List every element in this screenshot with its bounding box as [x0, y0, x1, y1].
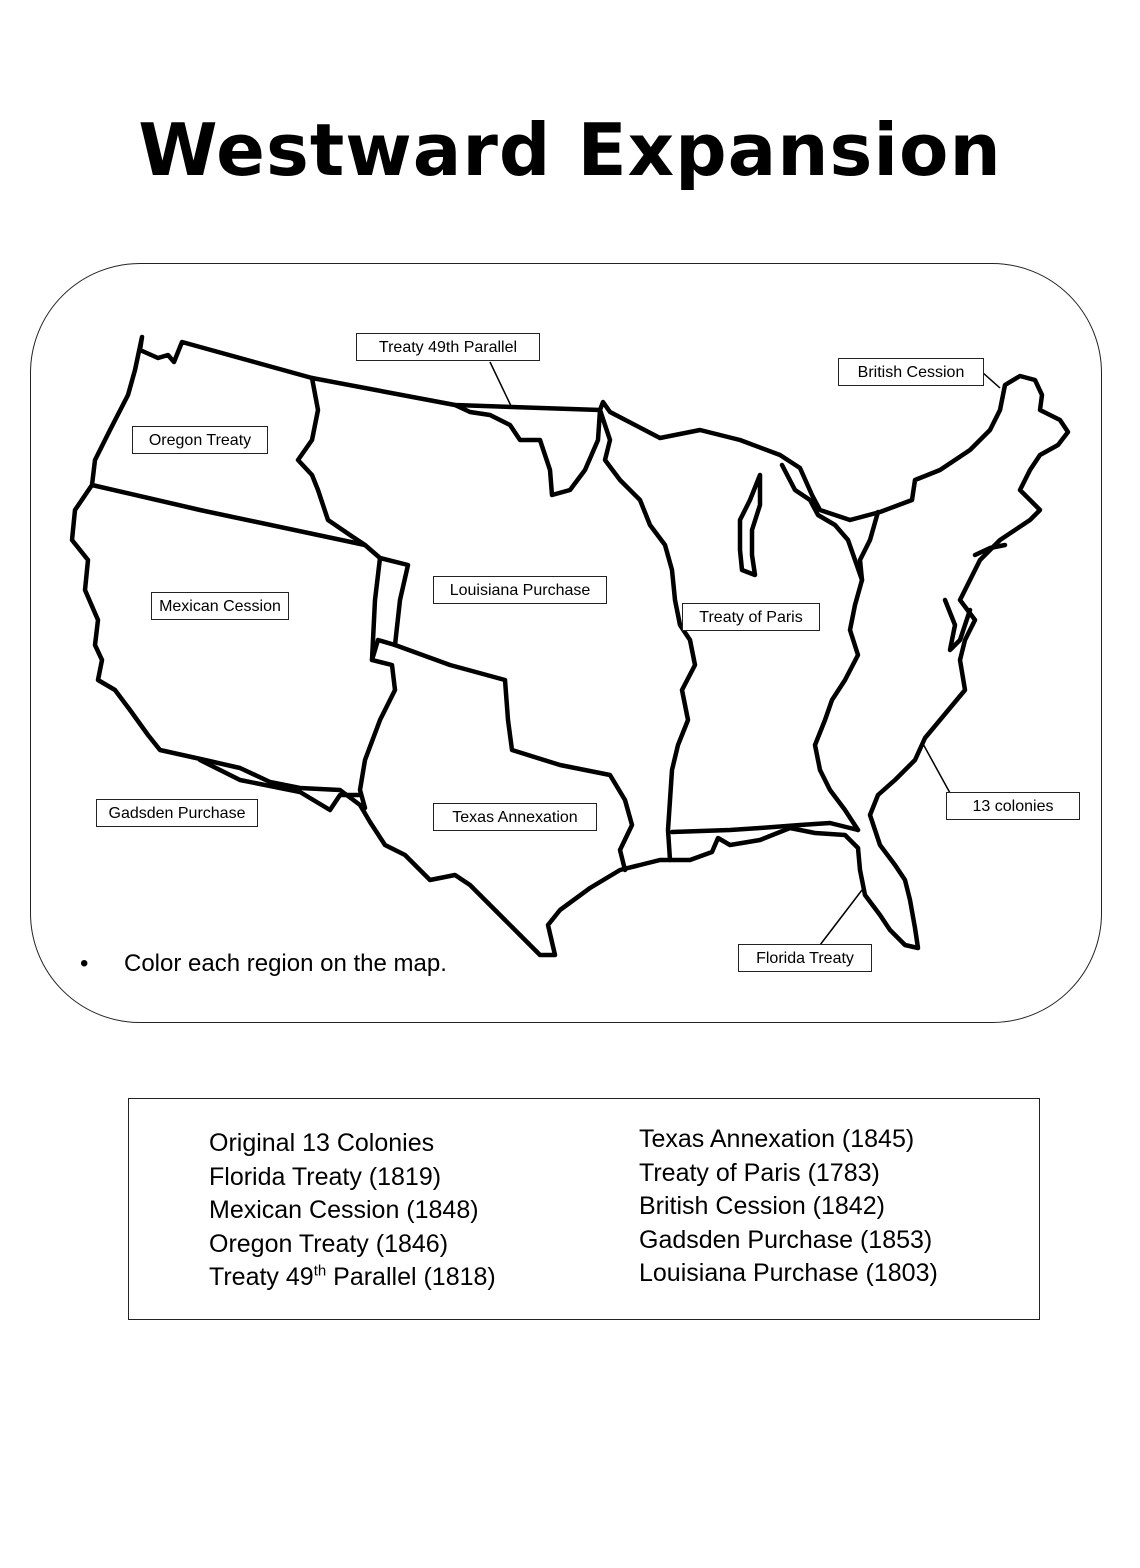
key-item-text: Parallel (1818)	[326, 1263, 496, 1291]
label-texas-annexation: Texas Annexation	[433, 803, 597, 831]
label-13-colonies: 13 colonies	[946, 792, 1080, 820]
key-item	[209, 1261, 496, 1295]
label-oregon-treaty: Oregon Treaty	[132, 426, 268, 454]
label-mexican-cession: Mexican Cession	[151, 592, 289, 620]
lake-michigan	[740, 475, 760, 575]
boundary-mexican-east	[360, 558, 408, 808]
key-item: Original 13 Colonies	[209, 1129, 435, 1157]
key-item: Mexican Cession (1848)	[209, 1196, 479, 1224]
label-british-cession: British Cession	[838, 358, 984, 386]
leader-british-cession	[982, 372, 1000, 388]
label-treaty-49th-parallel: Treaty 49th Parallel	[356, 333, 540, 361]
label-gadsden-purchase: Gadsden Purchase	[96, 799, 258, 827]
instruction-text: Color each region on the map.	[124, 950, 447, 977]
boundary-louisiana-texas	[395, 645, 632, 870]
key-item: Louisiana Purchase (1803)	[639, 1259, 938, 1287]
label-louisiana-purchase: Louisiana Purchase	[433, 576, 607, 604]
page-title: Westward Expansion	[138, 108, 1002, 192]
region-key-box	[128, 1098, 1040, 1320]
leader-49th-parallel	[490, 362, 512, 408]
boundary-florida	[672, 823, 858, 832]
key-item-superscript: th	[313, 1262, 327, 1280]
boundary-oregon-louisiana	[298, 378, 380, 558]
boundary-mississippi	[600, 410, 695, 860]
label-treaty-of-paris: Treaty of Paris	[682, 603, 820, 631]
key-item: Texas Annexation (1845)	[639, 1125, 915, 1153]
key-column-right	[639, 1123, 938, 1291]
leader-13-colonies	[922, 742, 950, 793]
key-item-text: Treaty 49	[209, 1263, 314, 1291]
bullet-icon: •	[80, 950, 89, 977]
label-florida-treaty: Florida Treaty	[738, 944, 872, 972]
boundary-appalachian	[815, 512, 878, 830]
key-item: Treaty of Paris (1783)	[639, 1158, 880, 1187]
boundary-49th-parallel	[455, 405, 600, 495]
instruction-line	[80, 950, 447, 978]
key-item: British Cession (1842)	[639, 1192, 885, 1220]
key-item: Gadsden Purchase (1853)	[639, 1225, 933, 1254]
lake-huron	[782, 465, 862, 580]
key-column-left	[209, 1127, 496, 1295]
leader-florida-treaty	[820, 890, 862, 945]
delaware-bay	[975, 545, 1005, 555]
key-item: Florida Treaty (1819)	[209, 1162, 442, 1191]
key-item: Oregon Treaty (1846)	[209, 1229, 449, 1258]
